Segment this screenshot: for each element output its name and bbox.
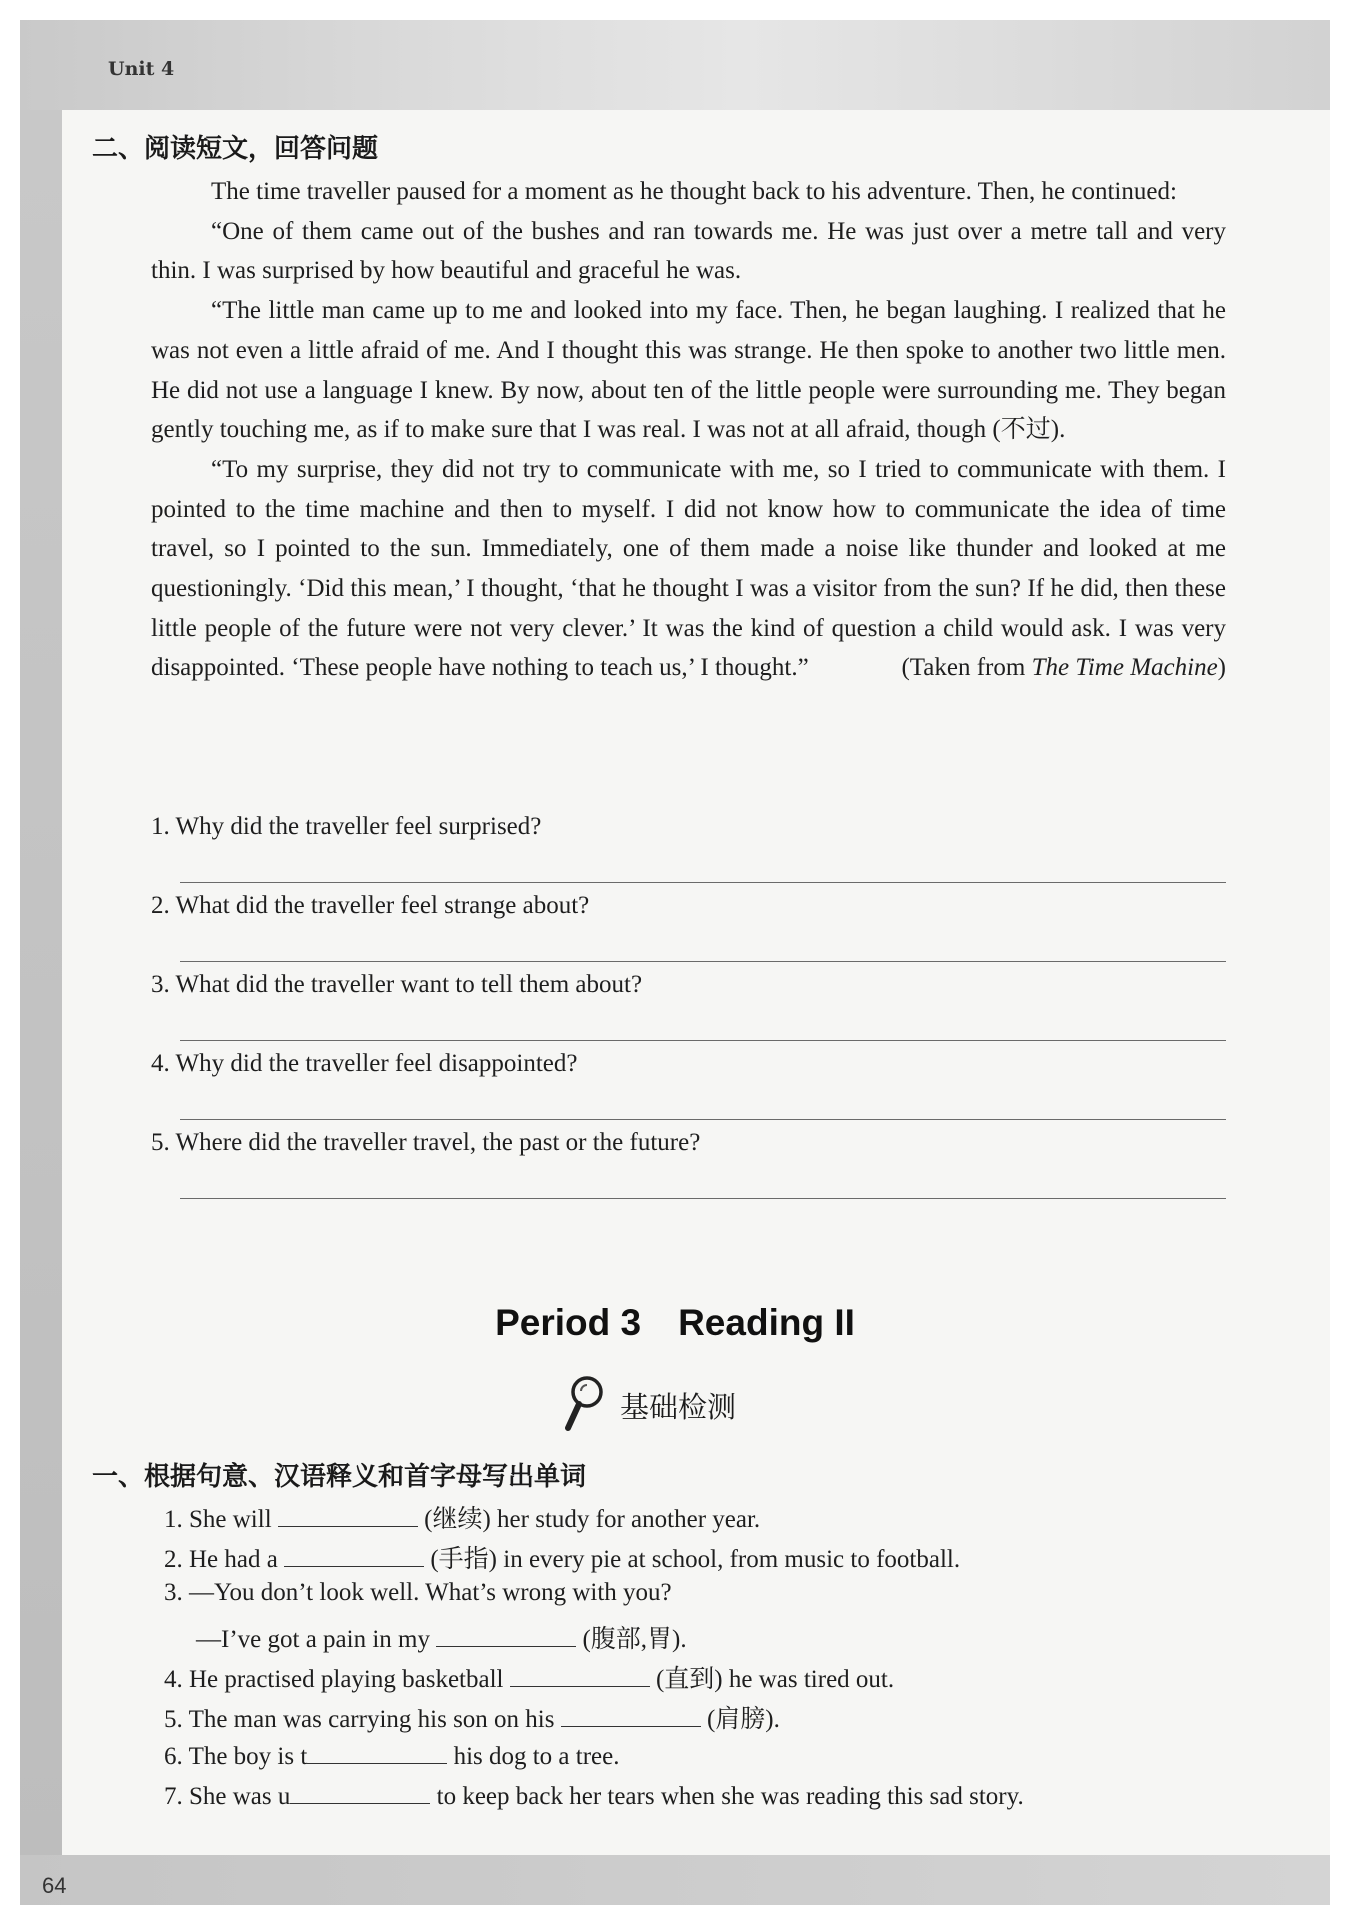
- answer-blank[interactable]: [307, 1739, 447, 1764]
- answer-blank[interactable]: [278, 1502, 418, 1527]
- credit-suffix: ): [1217, 654, 1226, 682]
- unit-label: Unit 4: [108, 58, 175, 80]
- answer-line-2[interactable]: [180, 961, 1226, 962]
- item-number: 2.: [164, 1546, 183, 1573]
- page-number: 64: [42, 1873, 67, 1898]
- question-5: 5. Where did the traveller travel, the past or the future?: [151, 1129, 701, 1156]
- period-title: Period 3 Reading II: [495, 1302, 855, 1343]
- fill-item: [164, 1539, 960, 1575]
- left-margin-strip: [20, 110, 62, 1855]
- item-hint: (继续) her study for another year.: [417, 1506, 761, 1533]
- fill-item: [164, 1699, 780, 1735]
- fill-item: [196, 1619, 687, 1655]
- credit-prefix: (Taken from: [901, 654, 1032, 682]
- question-1: 1. Why did the traveller feel surprised?: [151, 813, 542, 840]
- fill-item: [164, 1779, 1024, 1811]
- words-section-heading: 一、根据句意、汉语释义和首字母写出单词: [92, 1462, 587, 1492]
- answer-blank[interactable]: [284, 1542, 424, 1567]
- item-text: He had a: [189, 1546, 285, 1573]
- header-band: [20, 20, 1330, 110]
- item-text: The boy is t: [188, 1743, 308, 1770]
- answer-blank[interactable]: [510, 1662, 650, 1687]
- answer-blank[interactable]: [436, 1622, 576, 1647]
- item-hint: (肩膀).: [700, 1706, 780, 1733]
- fill-item: [164, 1659, 894, 1695]
- answer-blank[interactable]: [290, 1779, 430, 1804]
- answer-blank[interactable]: [561, 1702, 701, 1727]
- item-hint: (手指) in every pie at school, from music to football.: [424, 1546, 961, 1573]
- answer-line-1[interactable]: [180, 882, 1226, 883]
- question-3: 3. What did the traveller want to tell them about?: [151, 971, 643, 998]
- passage-paragraph: “One of them came out of the bushes and ran towards me. He was just over a metre tall and very thin. I was surprised by how beautiful and graceful he was.: [151, 217, 1226, 285]
- question-2: 2. What did the traveller feel strange about?: [151, 892, 590, 919]
- item-hint: his dog to a tree.: [447, 1743, 620, 1770]
- passage-paragraph: [151, 450, 1226, 688]
- fill-item: [164, 1579, 672, 1607]
- source-credit: [901, 648, 1226, 688]
- magnifier-icon: [562, 1375, 606, 1436]
- item-text: He practised playing basketball: [189, 1666, 510, 1693]
- reading-section-heading: 二、阅读短文，回答问题: [92, 134, 379, 164]
- passage-paragraph-text: “To my surprise, they did not try to communicate with me, so I tried to communicate with them. I pointed to the time machine and then to myself. I did not know how to communicate the idea of time travel, so I pointed to the sun. Immediately, one of them made a noise like thunder and looked at me questioningly. ‘Did this mean,’ I thought, ‘that he thought I was a visitor from the sun? If he did, then these little people of the future were not very clever.’ It was the kind of question a child would ask. I was very disappointed. ‘These people have nothing to teach us,’ I thought.”: [151, 455, 1226, 682]
- item-text: She will: [189, 1506, 278, 1533]
- basics-label: 基础检测: [620, 1389, 737, 1424]
- item-hint: (直到) he was tired out.: [649, 1666, 895, 1693]
- item-number: 7.: [164, 1783, 183, 1810]
- basics-heading: [562, 1375, 736, 1435]
- answer-line-3[interactable]: [180, 1040, 1226, 1041]
- item-hint: to keep back her tears when she was reading this sad story.: [430, 1783, 1024, 1810]
- reading-passage: [151, 172, 1226, 688]
- item-number: 5.: [164, 1706, 183, 1733]
- item-number: 6.: [164, 1743, 183, 1770]
- fill-item: [164, 1739, 620, 1771]
- passage-paragraph: “The little man came up to me and looked into my face. Then, he began laughing. I realized that he was not even a little afraid of me. And I thought this was strange. He then spoke to another two little men. He did not use a language I knew. By now, about ten of the little people were surrounding me. They began gently touching me, as if to make sure that I was real. I was not at all afraid, though (不过).: [151, 297, 1226, 444]
- question-4: 4. Why did the traveller feel disappointed?: [151, 1050, 578, 1077]
- item-text: She was u: [189, 1783, 291, 1810]
- credit-title: The Time Machine: [1031, 654, 1218, 682]
- item-hint: (腹部,胃).: [576, 1626, 687, 1653]
- answer-line-4[interactable]: [180, 1119, 1226, 1120]
- fill-item: [164, 1499, 760, 1535]
- answer-line-5[interactable]: [180, 1198, 1226, 1199]
- footer-band: [20, 1855, 1330, 1905]
- item-text: —You don’t look well. What’s wrong with you?: [189, 1579, 672, 1606]
- item-text: The man was carrying his son on his: [188, 1706, 561, 1733]
- item-number: 4.: [164, 1666, 183, 1693]
- item-number: 1.: [164, 1506, 183, 1533]
- item-text: —I’ve got a pain in my: [196, 1626, 437, 1653]
- item-number: 3.: [164, 1579, 183, 1606]
- passage-paragraph: The time traveller paused for a moment as he thought back to his adventure. Then, he continued:: [211, 178, 1177, 205]
